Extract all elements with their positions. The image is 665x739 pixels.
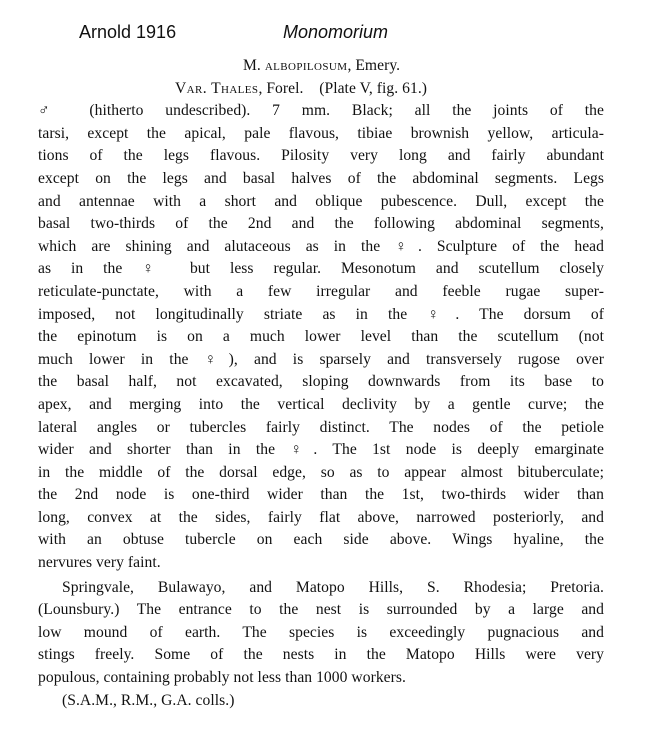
text-line: tions of the legs flavous. Pilosity very long and fairly abundant [38, 147, 604, 165]
text-line: much lower in the ♀), and is sparsely and transversely rugose over [38, 350, 604, 368]
text-line: Springvale, Bulawayo, and Matopo Hills, S. Rhodesia; Pretoria. [62, 578, 604, 596]
locality-paragraph [38, 577, 604, 690]
text-line: the epinotum is on a much lower level than the scutellum (not [38, 328, 604, 346]
variety-rest: , Forel. (Plate V, fig. 61.) [258, 79, 428, 97]
text-line: lateral angles or tubercles fairly distinct. The nodes of the petiole [38, 418, 604, 436]
header-author-year: Arnold 1916 [79, 22, 177, 42]
text-line: apex, and merging into the vertical declivity by a gentle curve; the [38, 395, 604, 413]
species-prefix: M. [243, 57, 265, 74]
text-line: as in the ♀ but less regular. Mesonotum and scutellum closely [38, 260, 604, 278]
text-line: basal two-thirds of the 2nd and the following abdominal segments, [38, 215, 604, 233]
description-paragraph [38, 100, 604, 574]
text-line: ♂ (hitherto undescribed). 7 mm. Black; all the joints of the [38, 102, 604, 120]
text-line: wider and shorter than in the ♀. The 1st node is deeply emarginate [38, 441, 604, 459]
text-line: low mound of earth. The species is exceedingly pugnacious and [38, 623, 604, 641]
text-line: stings freely. Some of the nests in the Matopo Hills were very [38, 646, 604, 664]
variety-prefix: Var. [175, 79, 212, 97]
species-name: albopilosum [264, 57, 348, 74]
text-line: and antennae with a short and oblique pubescence. Dull, except the [38, 192, 604, 210]
text-line: tarsi, except the apical, pale flavous, tibiae brownish yellow, articula- [38, 124, 604, 142]
variety-heading [38, 78, 604, 101]
page-body [38, 55, 604, 712]
collections-note: (S.A.M., R.M., G.A. colls.) [62, 691, 235, 709]
text-line: long, convex at the sides, fairly flat above, narrowed posteriorly, and [38, 508, 604, 526]
text-line: with an obtuse tubercle on each side above. Wings hyaline, the [38, 531, 604, 549]
header-genus: Monomorium [283, 22, 389, 42]
text-line: except on the legs and basal halves of the abdominal segments. Legs [38, 169, 604, 187]
text-line: (Lounsbury.) The entrance to the nest is surrounded by a large and [38, 601, 604, 619]
text-line: imposed, not longitudinally striate as in the ♀. The dorsum of [38, 305, 604, 323]
species-heading [38, 55, 604, 78]
text-line: populous, containing probably not less than 1000 workers. [38, 669, 406, 687]
text-line: reticulate-punctate, with a few irregular and feeble rugae super- [38, 282, 604, 300]
species-author: , Emery. [347, 57, 401, 74]
text-line: nervures very faint. [38, 554, 161, 572]
text-line: the 2nd node is one-third wider than the 1st, two-thirds wider than [38, 486, 604, 504]
variety-name: Thales [211, 79, 259, 97]
text-line: the basal half, not excavated, sloping downwards from its base to [38, 373, 604, 391]
page-header [0, 22, 665, 48]
text-line: in the middle of the dorsal edge, so as to appear almost bituberculate; [38, 463, 604, 481]
text-line: which are shining and alutaceous as in the ♀. Sculpture of the head [38, 237, 604, 255]
